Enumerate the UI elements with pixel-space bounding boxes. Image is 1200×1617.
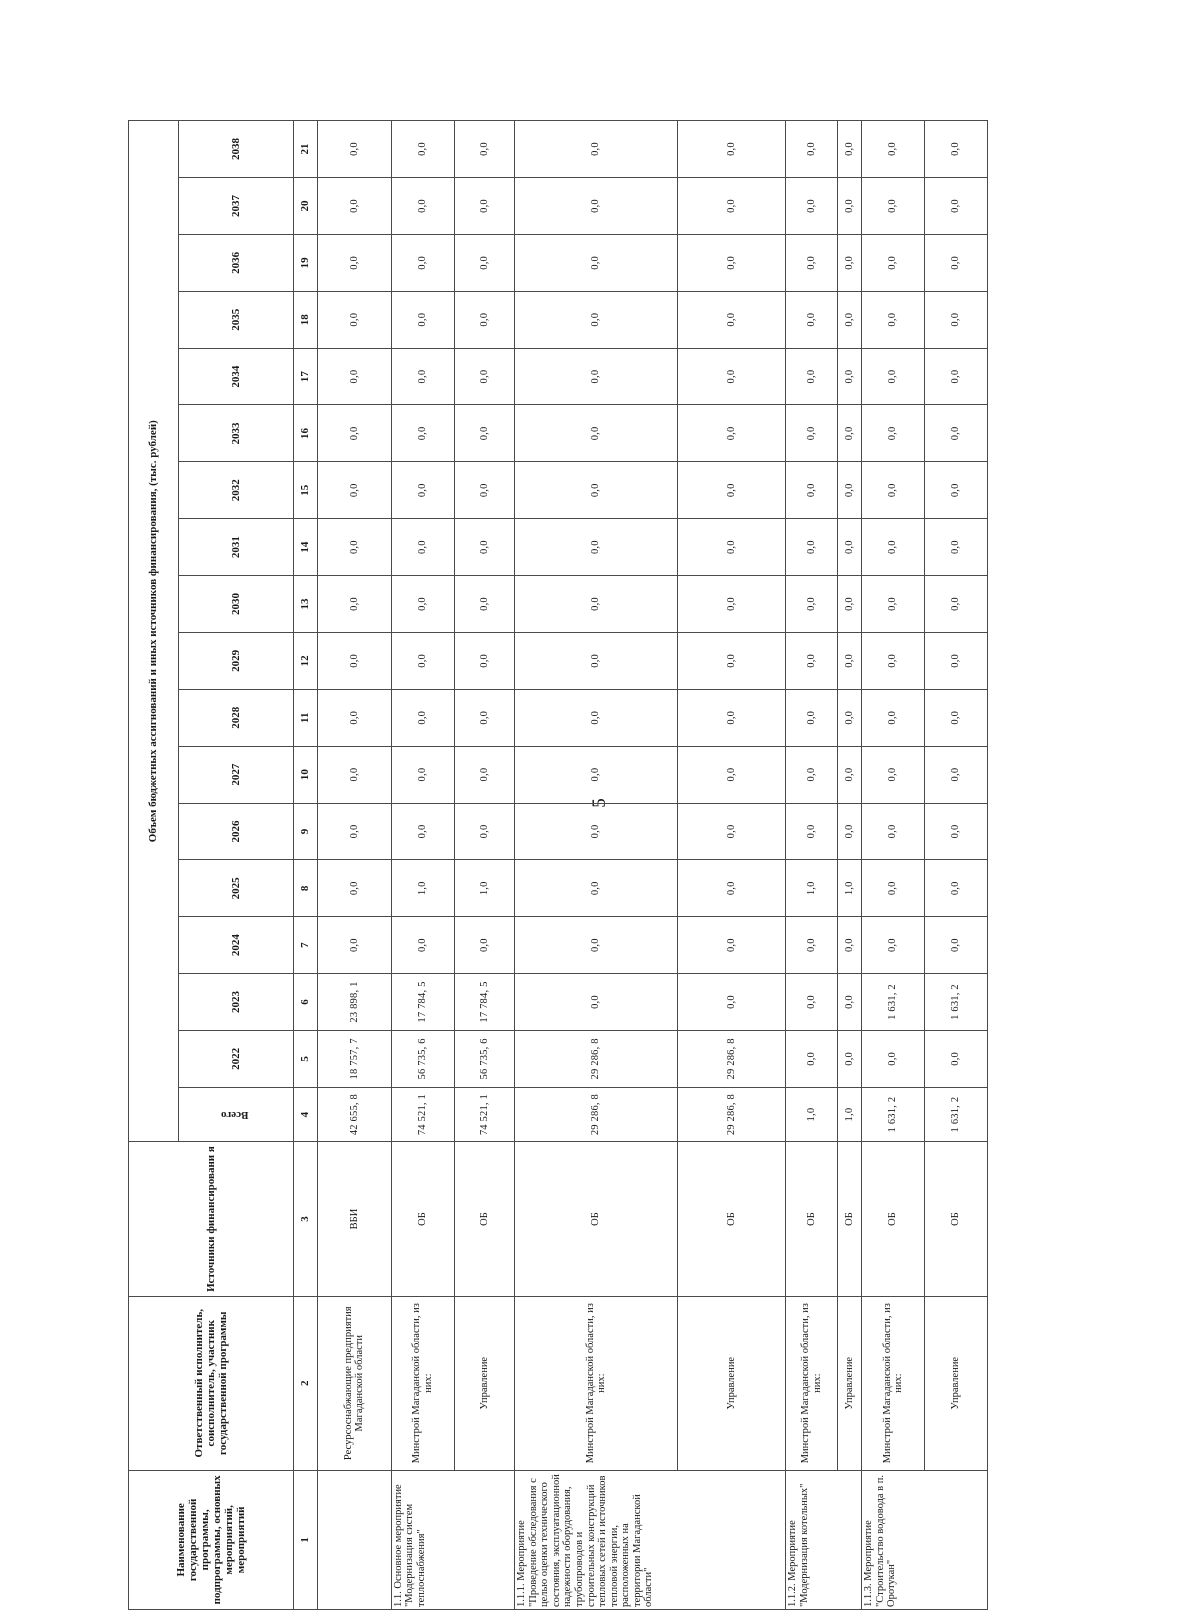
source-cell: ВБИ bbox=[318, 1142, 392, 1296]
activity-name: 1.1.2. Мероприятие "Модернизация котельных" bbox=[786, 1470, 862, 1609]
year-value-cell: 0,0 bbox=[786, 291, 838, 348]
year-value-cell: 0,0 bbox=[391, 405, 454, 462]
executor-cell: Управление bbox=[677, 1296, 785, 1470]
year-value-cell: 0,0 bbox=[318, 746, 392, 803]
year-value-cell: 0,0 bbox=[318, 860, 392, 917]
year-value-cell: 0,0 bbox=[515, 291, 678, 348]
year-value-cell: 0,0 bbox=[862, 803, 925, 860]
year-value-cell: 0,0 bbox=[786, 974, 838, 1031]
year-value-cell: 0,0 bbox=[454, 348, 515, 405]
year-value-cell: 0,0 bbox=[454, 803, 515, 860]
year-value-cell: 0,0 bbox=[515, 974, 678, 1031]
source-cell: ОБ bbox=[862, 1142, 925, 1296]
year-value-cell: 0,0 bbox=[786, 803, 838, 860]
year-value-cell: 0,0 bbox=[786, 234, 838, 291]
year-value-cell: 0,0 bbox=[454, 746, 515, 803]
header-year: 2023 bbox=[179, 974, 294, 1031]
year-value-cell: 0,0 bbox=[786, 689, 838, 746]
source-cell: ОБ bbox=[838, 1142, 862, 1296]
executor-cell: Управление bbox=[838, 1296, 862, 1470]
year-value-cell: 0,0 bbox=[677, 689, 785, 746]
header-year: 2033 bbox=[179, 405, 294, 462]
year-value-cell: 0,0 bbox=[454, 576, 515, 633]
year-value-cell: 0,0 bbox=[786, 917, 838, 974]
year-value-cell: 0,0 bbox=[515, 917, 678, 974]
executor-cell: Управление bbox=[454, 1296, 515, 1470]
year-value-cell: 0,0 bbox=[391, 917, 454, 974]
year-value-cell: 0,0 bbox=[786, 121, 838, 178]
year-value-cell: 29 286, 8 bbox=[677, 1030, 785, 1087]
year-value-cell: 1 631, 2 bbox=[925, 974, 988, 1031]
total-value-cell: 42 655, 8 bbox=[318, 1087, 392, 1142]
year-value-cell: 17 784, 5 bbox=[454, 974, 515, 1031]
year-value-cell: 1,0 bbox=[454, 860, 515, 917]
column-number: 5 bbox=[294, 1030, 318, 1087]
year-value-cell: 0,0 bbox=[318, 291, 392, 348]
year-value-cell: 0,0 bbox=[925, 860, 988, 917]
header-executor: Ответственный исполнитель, соисполнитель, участник государственной программы bbox=[129, 1296, 294, 1470]
total-value-cell: 1 631, 2 bbox=[862, 1087, 925, 1142]
column-number: 14 bbox=[294, 519, 318, 576]
year-value-cell: 0,0 bbox=[677, 405, 785, 462]
year-value-cell: 0,0 bbox=[838, 178, 862, 235]
table-row bbox=[925, 121, 988, 1610]
year-value-cell: 0,0 bbox=[786, 576, 838, 633]
year-value-cell: 0,0 bbox=[515, 178, 678, 235]
year-value-cell: 0,0 bbox=[838, 462, 862, 519]
column-number: 19 bbox=[294, 234, 318, 291]
year-value-cell: 0,0 bbox=[862, 917, 925, 974]
year-value-cell: 0,0 bbox=[391, 576, 454, 633]
year-value-cell: 0,0 bbox=[838, 234, 862, 291]
year-value-cell: 0,0 bbox=[391, 348, 454, 405]
header-year: 2030 bbox=[179, 576, 294, 633]
header-source: Источники финансировани я bbox=[129, 1142, 294, 1296]
total-value-cell: 74 521, 1 bbox=[454, 1087, 515, 1142]
year-value-cell: 0,0 bbox=[838, 1030, 862, 1087]
table-row bbox=[786, 121, 838, 1610]
year-value-cell: 0,0 bbox=[318, 576, 392, 633]
year-value-cell: 0,0 bbox=[786, 405, 838, 462]
executor-cell: Минстрой Магаданской области, из них: bbox=[786, 1296, 838, 1470]
column-number: 16 bbox=[294, 405, 318, 462]
header-name: Наименование государственной программы, подпрограммы, основных мероприятий, мероприятий bbox=[129, 1470, 294, 1609]
column-number: 9 bbox=[294, 803, 318, 860]
year-value-cell: 0,0 bbox=[677, 632, 785, 689]
year-value-cell: 56 735, 6 bbox=[454, 1030, 515, 1087]
year-value-cell: 0,0 bbox=[677, 348, 785, 405]
header-year: 2027 bbox=[179, 746, 294, 803]
header-budget-group: Объем бюджетных ассигнований и иных источников финансирования, (тыс. рублей) bbox=[129, 121, 179, 1142]
year-value-cell: 0,0 bbox=[454, 689, 515, 746]
year-value-cell: 0,0 bbox=[786, 178, 838, 235]
year-value-cell: 0,0 bbox=[515, 348, 678, 405]
year-value-cell: 0,0 bbox=[862, 234, 925, 291]
year-value-cell: 0,0 bbox=[515, 632, 678, 689]
year-value-cell: 0,0 bbox=[862, 462, 925, 519]
year-value-cell: 0,0 bbox=[318, 462, 392, 519]
year-value-cell: 0,0 bbox=[677, 576, 785, 633]
table-row bbox=[862, 121, 925, 1610]
year-value-cell: 0,0 bbox=[318, 803, 392, 860]
activity-name: 1.1. Основное мероприятие "Модернизация систем теплоснабжения" bbox=[391, 1470, 515, 1609]
year-value-cell: 0,0 bbox=[318, 121, 392, 178]
year-value-cell: 0,0 bbox=[391, 121, 454, 178]
total-value-cell: 29 286, 8 bbox=[515, 1087, 678, 1142]
total-value-cell: 29 286, 8 bbox=[677, 1087, 785, 1142]
activity-name bbox=[318, 1470, 392, 1609]
year-value-cell: 0,0 bbox=[838, 746, 862, 803]
year-value-cell: 0,0 bbox=[677, 917, 785, 974]
year-value-cell: 0,0 bbox=[786, 746, 838, 803]
total-value-cell: 74 521, 1 bbox=[391, 1087, 454, 1142]
column-number: 13 bbox=[294, 576, 318, 633]
year-value-cell: 0,0 bbox=[925, 121, 988, 178]
column-number: 11 bbox=[294, 689, 318, 746]
year-value-cell: 0,0 bbox=[862, 348, 925, 405]
year-value-cell: 0,0 bbox=[786, 1030, 838, 1087]
year-value-cell: 0,0 bbox=[318, 519, 392, 576]
table-row bbox=[677, 121, 785, 1610]
page-number: 5 bbox=[589, 798, 610, 808]
year-value-cell: 0,0 bbox=[925, 519, 988, 576]
column-number: 21 bbox=[294, 121, 318, 178]
column-number: 15 bbox=[294, 462, 318, 519]
year-value-cell: 0,0 bbox=[786, 519, 838, 576]
year-value-cell: 0,0 bbox=[515, 234, 678, 291]
year-value-cell: 0,0 bbox=[515, 860, 678, 917]
year-value-cell: 0,0 bbox=[838, 632, 862, 689]
year-value-cell: 0,0 bbox=[838, 974, 862, 1031]
column-number: 6 bbox=[294, 974, 318, 1031]
year-value-cell: 17 784, 5 bbox=[391, 974, 454, 1031]
header-year: 2037 bbox=[179, 178, 294, 235]
header-year: 2029 bbox=[179, 632, 294, 689]
year-value-cell: 0,0 bbox=[454, 462, 515, 519]
year-value-cell: 0,0 bbox=[391, 462, 454, 519]
year-value-cell: 0,0 bbox=[786, 348, 838, 405]
year-value-cell: 0,0 bbox=[391, 234, 454, 291]
year-value-cell: 0,0 bbox=[925, 576, 988, 633]
year-value-cell: 0,0 bbox=[838, 291, 862, 348]
year-value-cell: 0,0 bbox=[454, 917, 515, 974]
header-year: 2036 bbox=[179, 234, 294, 291]
year-value-cell: 0,0 bbox=[515, 519, 678, 576]
year-value-cell: 0,0 bbox=[318, 234, 392, 291]
year-value-cell: 0,0 bbox=[862, 632, 925, 689]
year-value-cell: 0,0 bbox=[391, 689, 454, 746]
total-value-cell: 1,0 bbox=[838, 1087, 862, 1142]
year-value-cell: 0,0 bbox=[515, 689, 678, 746]
header-year: 2022 bbox=[179, 1030, 294, 1087]
header-year: 2038 bbox=[179, 121, 294, 178]
year-value-cell: 0,0 bbox=[862, 291, 925, 348]
year-value-cell: 0,0 bbox=[786, 462, 838, 519]
year-value-cell: 0,0 bbox=[838, 803, 862, 860]
table-row bbox=[838, 121, 862, 1610]
executor-cell: Ресурсоснабжающие предприятия Магаданской области bbox=[318, 1296, 392, 1470]
year-value-cell: 0,0 bbox=[515, 746, 678, 803]
year-value-cell: 0,0 bbox=[862, 689, 925, 746]
year-value-cell: 0,0 bbox=[454, 405, 515, 462]
year-value-cell: 0,0 bbox=[925, 234, 988, 291]
year-value-cell: 0,0 bbox=[391, 178, 454, 235]
year-value-cell: 0,0 bbox=[925, 917, 988, 974]
header-year: 2026 bbox=[179, 803, 294, 860]
column-number: 12 bbox=[294, 632, 318, 689]
column-number: 8 bbox=[294, 860, 318, 917]
year-value-cell: 0,0 bbox=[925, 689, 988, 746]
table-row bbox=[515, 121, 678, 1610]
source-cell: ОБ bbox=[786, 1142, 838, 1296]
source-cell: ОБ bbox=[391, 1142, 454, 1296]
year-value-cell: 0,0 bbox=[677, 178, 785, 235]
year-value-cell: 0,0 bbox=[677, 121, 785, 178]
header-year: 2035 bbox=[179, 291, 294, 348]
year-value-cell: 0,0 bbox=[786, 632, 838, 689]
source-cell: ОБ bbox=[925, 1142, 988, 1296]
year-value-cell: 0,0 bbox=[862, 1030, 925, 1087]
year-value-cell: 0,0 bbox=[677, 291, 785, 348]
year-value-cell: 0,0 bbox=[862, 576, 925, 633]
source-cell: ОБ bbox=[677, 1142, 785, 1296]
executor-cell: Минстрой Магаданской области, из них: bbox=[515, 1296, 678, 1470]
column-number: 3 bbox=[294, 1142, 318, 1296]
year-value-cell: 0,0 bbox=[862, 405, 925, 462]
year-value-cell: 0,0 bbox=[677, 234, 785, 291]
year-value-cell: 1,0 bbox=[786, 860, 838, 917]
year-value-cell: 0,0 bbox=[391, 632, 454, 689]
year-value-cell: 0,0 bbox=[515, 121, 678, 178]
year-value-cell: 0,0 bbox=[862, 178, 925, 235]
total-value-cell: 1,0 bbox=[786, 1087, 838, 1142]
activity-name: 1.1.3. Мероприятие "Строительство водовода в п. Оротукан" bbox=[862, 1470, 988, 1609]
executor-cell: Управление bbox=[925, 1296, 988, 1470]
year-value-cell: 0,0 bbox=[925, 746, 988, 803]
year-value-cell: 0,0 bbox=[318, 348, 392, 405]
executor-cell: Минстрой Магаданской области, из них: bbox=[391, 1296, 454, 1470]
column-number: 1 bbox=[294, 1470, 318, 1609]
source-cell: ОБ bbox=[515, 1142, 678, 1296]
year-value-cell: 0,0 bbox=[925, 462, 988, 519]
year-value-cell: 1,0 bbox=[391, 860, 454, 917]
year-value-cell: 0,0 bbox=[454, 178, 515, 235]
year-value-cell: 0,0 bbox=[838, 576, 862, 633]
year-value-cell: 0,0 bbox=[454, 632, 515, 689]
rotated-table-wrapper bbox=[128, 120, 988, 1610]
year-value-cell: 0,0 bbox=[925, 291, 988, 348]
year-value-cell: 0,0 bbox=[391, 803, 454, 860]
column-numbers-row bbox=[294, 121, 318, 1610]
year-value-cell: 0,0 bbox=[925, 178, 988, 235]
header-year: 2024 bbox=[179, 917, 294, 974]
column-number: 4 bbox=[294, 1087, 318, 1142]
total-value-cell: 1 631, 2 bbox=[925, 1087, 988, 1142]
executor-cell: Минстрой Магаданской области, из них: bbox=[862, 1296, 925, 1470]
year-value-cell: 0,0 bbox=[838, 917, 862, 974]
year-value-cell: 0,0 bbox=[925, 405, 988, 462]
year-value-cell: 0,0 bbox=[454, 234, 515, 291]
year-value-cell: 29 286, 8 bbox=[515, 1030, 678, 1087]
year-value-cell: 0,0 bbox=[391, 519, 454, 576]
year-value-cell: 0,0 bbox=[515, 803, 678, 860]
year-value-cell: 0,0 bbox=[838, 348, 862, 405]
year-value-cell: 0,0 bbox=[454, 519, 515, 576]
year-value-cell: 0,0 bbox=[391, 291, 454, 348]
year-value-cell: 0,0 bbox=[925, 803, 988, 860]
year-value-cell: 0,0 bbox=[318, 405, 392, 462]
year-value-cell: 0,0 bbox=[677, 974, 785, 1031]
year-value-cell: 0,0 bbox=[838, 689, 862, 746]
year-value-cell: 0,0 bbox=[838, 121, 862, 178]
year-value-cell: 0,0 bbox=[515, 405, 678, 462]
year-value-cell: 0,0 bbox=[838, 405, 862, 462]
year-value-cell: 18 757, 7 bbox=[318, 1030, 392, 1087]
year-value-cell: 0,0 bbox=[454, 121, 515, 178]
year-value-cell: 0,0 bbox=[925, 632, 988, 689]
year-value-cell: 0,0 bbox=[515, 462, 678, 519]
year-value-cell: 0,0 bbox=[318, 178, 392, 235]
column-number: 2 bbox=[294, 1296, 318, 1470]
year-value-cell: 0,0 bbox=[318, 689, 392, 746]
column-number: 17 bbox=[294, 348, 318, 405]
year-value-cell: 0,0 bbox=[677, 746, 785, 803]
year-value-cell: 0,0 bbox=[454, 291, 515, 348]
year-value-cell: 23 898, 1 bbox=[318, 974, 392, 1031]
table-body bbox=[318, 121, 988, 1610]
year-value-cell: 1 631, 2 bbox=[862, 974, 925, 1031]
year-value-cell: 0,0 bbox=[677, 519, 785, 576]
year-value-cell: 0,0 bbox=[391, 746, 454, 803]
year-value-cell: 0,0 bbox=[925, 348, 988, 405]
year-value-cell: 0,0 bbox=[862, 746, 925, 803]
year-value-cell: 0,0 bbox=[862, 860, 925, 917]
column-number: 20 bbox=[294, 178, 318, 235]
header-year: 2032 bbox=[179, 462, 294, 519]
year-value-cell: 0,0 bbox=[677, 803, 785, 860]
table-row bbox=[318, 121, 392, 1610]
year-value-cell: 0,0 bbox=[838, 519, 862, 576]
year-value-cell: 56 735, 6 bbox=[391, 1030, 454, 1087]
year-value-cell: 0,0 bbox=[677, 462, 785, 519]
header-year: 2028 bbox=[179, 689, 294, 746]
year-value-cell: 0,0 bbox=[515, 576, 678, 633]
header-year: 2025 bbox=[179, 860, 294, 917]
budget-table bbox=[128, 120, 988, 1610]
table-row bbox=[391, 121, 454, 1610]
source-cell: ОБ bbox=[454, 1142, 515, 1296]
header-total: Всего bbox=[179, 1087, 294, 1142]
year-value-cell: 1,0 bbox=[838, 860, 862, 917]
year-value-cell: 0,0 bbox=[318, 917, 392, 974]
table-row bbox=[454, 121, 515, 1610]
year-value-cell: 0,0 bbox=[318, 632, 392, 689]
header-year: 2031 bbox=[179, 519, 294, 576]
year-value-cell: 0,0 bbox=[677, 860, 785, 917]
activity-name: 1.1.1. Мероприятие "Проведение обследования с целью оценки технического состояния, эксплуатационной надежности оборудования, трубопроводов и строительных конструкций тепловых сетей и источников тепловой энергии, расположенных на территории Магаданской области" bbox=[515, 1470, 786, 1609]
year-value-cell: 0,0 bbox=[862, 519, 925, 576]
column-number: 10 bbox=[294, 746, 318, 803]
year-value-cell: 0,0 bbox=[862, 121, 925, 178]
column-number: 7 bbox=[294, 917, 318, 974]
year-value-cell: 0,0 bbox=[925, 1030, 988, 1087]
column-number: 18 bbox=[294, 291, 318, 348]
header-year: 2034 bbox=[179, 348, 294, 405]
